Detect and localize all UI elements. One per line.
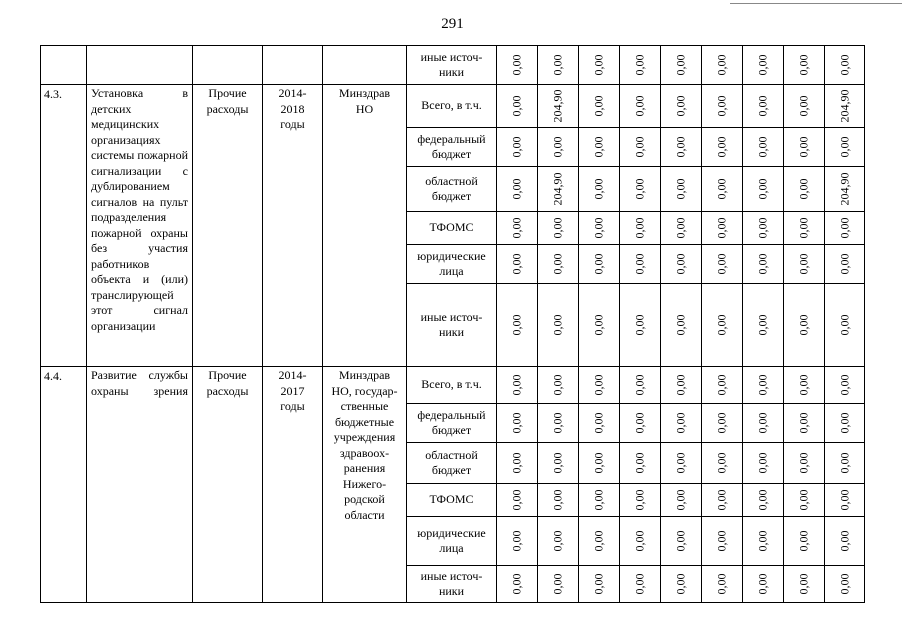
value-text: 0,00 (632, 489, 647, 511)
value-text: 0,00 (673, 95, 688, 117)
expense-type: Прочие расходы (193, 85, 263, 367)
value-cell (825, 85, 865, 128)
value-text: 0,00 (591, 573, 606, 595)
value-text: 0,00 (836, 489, 851, 511)
value-cell (661, 367, 702, 404)
source-label: федеральный бюджет (407, 404, 497, 443)
value-text: 0,00 (714, 136, 729, 158)
source-label: Всего, в т.ч. (407, 85, 497, 128)
value-cell (784, 443, 825, 484)
item-name: Установка в детских медицинских организациях системы пожарной сигнализации с дублированием сигналов на пульт подразделения пожарной охраны без участия работников объекта и (или) транслирующей этот сигнал организации (87, 85, 193, 367)
value-cell (538, 284, 579, 367)
value-cell (743, 212, 784, 245)
value-cell (702, 212, 743, 245)
item-number: 4.4. (41, 367, 87, 603)
period: 2014- 2018 годы (263, 85, 323, 367)
expense-type: Прочие расходы (193, 367, 263, 603)
value-text: 0,00 (591, 217, 606, 239)
value-cell (497, 212, 538, 245)
value-cell (825, 245, 865, 284)
value-cell (579, 517, 620, 566)
value-text: 0,00 (509, 217, 524, 239)
value-text: 0,00 (591, 253, 606, 275)
value-text: 0,00 (714, 178, 729, 200)
source-label: ТФОМС (407, 484, 497, 517)
value-text: 0,00 (796, 489, 811, 511)
value-cell (661, 484, 702, 517)
value-cell (661, 212, 702, 245)
value-text: 0,00 (755, 178, 770, 200)
value-cell (825, 46, 865, 85)
value-cell (702, 367, 743, 404)
period: 2014- 2017 годы (263, 367, 323, 603)
value-cell (702, 167, 743, 212)
value-cell (620, 85, 661, 128)
value-text: 0,00 (673, 136, 688, 158)
value-cell (743, 443, 784, 484)
value-cell (702, 566, 743, 603)
value-text: 204,90 (550, 172, 565, 206)
value-cell (825, 284, 865, 367)
value-text: 0,00 (836, 217, 851, 239)
value-cell (825, 484, 865, 517)
value-text: 0,00 (509, 374, 524, 396)
value-text: 0,00 (632, 217, 647, 239)
value-text: 0,00 (755, 412, 770, 434)
value-cell (661, 517, 702, 566)
value-text: 0,00 (796, 374, 811, 396)
value-cell (661, 128, 702, 167)
value-cell (538, 367, 579, 404)
value-cell (497, 404, 538, 443)
value-text: 0,00 (796, 136, 811, 158)
value-text: 0,00 (755, 530, 770, 552)
value-text: 0,00 (796, 314, 811, 336)
value-text: 0,00 (755, 54, 770, 76)
value-text: 0,00 (550, 217, 565, 239)
value-text: 0,00 (796, 217, 811, 239)
value-cell (784, 128, 825, 167)
value-text: 0,00 (673, 253, 688, 275)
value-text: 0,00 (673, 530, 688, 552)
value-cell (579, 128, 620, 167)
value-cell (743, 85, 784, 128)
value-cell (702, 85, 743, 128)
value-text: 0,00 (755, 136, 770, 158)
value-text: 0,00 (509, 412, 524, 434)
value-cell (702, 484, 743, 517)
value-cell (743, 367, 784, 404)
value-cell (538, 212, 579, 245)
value-cell (620, 367, 661, 404)
value-cell (825, 404, 865, 443)
table-row (41, 85, 865, 128)
value-cell (579, 566, 620, 603)
value-cell (497, 128, 538, 167)
value-text: 0,00 (509, 489, 524, 511)
value-text: 0,00 (714, 573, 729, 595)
value-text: 0,00 (714, 253, 729, 275)
value-text: 0,00 (632, 253, 647, 275)
value-cell (497, 46, 538, 85)
value-text: 0,00 (755, 489, 770, 511)
source-label: федеральный бюджет (407, 128, 497, 167)
value-cell (661, 85, 702, 128)
value-cell (784, 367, 825, 404)
source-label: областной бюджет (407, 167, 497, 212)
empty-cell (323, 46, 407, 85)
value-cell (579, 167, 620, 212)
value-cell (825, 443, 865, 484)
value-cell (825, 128, 865, 167)
value-cell (497, 484, 538, 517)
value-text: 0,00 (632, 314, 647, 336)
value-text: 0,00 (755, 95, 770, 117)
item-number: 4.3. (41, 85, 87, 367)
value-cell (620, 404, 661, 443)
value-cell (538, 167, 579, 212)
value-text: 0,00 (591, 178, 606, 200)
value-text: 0,00 (550, 530, 565, 552)
value-cell (661, 167, 702, 212)
value-cell (579, 284, 620, 367)
value-cell (579, 484, 620, 517)
value-text: 0,00 (796, 95, 811, 117)
value-cell (825, 517, 865, 566)
value-text: 0,00 (755, 374, 770, 396)
source-label: иные источ- ники (407, 284, 497, 367)
value-text: 0,00 (836, 374, 851, 396)
value-cell (538, 404, 579, 443)
value-cell (620, 46, 661, 85)
value-text: 0,00 (632, 530, 647, 552)
value-text: 0,00 (550, 489, 565, 511)
value-cell (579, 404, 620, 443)
value-text: 0,00 (673, 374, 688, 396)
value-cell (702, 517, 743, 566)
value-text: 0,00 (632, 374, 647, 396)
value-text: 0,00 (836, 573, 851, 595)
source-label: юридические лица (407, 517, 497, 566)
value-text: 0,00 (591, 412, 606, 434)
value-text: 0,00 (509, 452, 524, 474)
value-cell (702, 245, 743, 284)
value-cell (743, 404, 784, 443)
value-text: 0,00 (550, 54, 565, 76)
value-cell (702, 443, 743, 484)
value-cell (538, 566, 579, 603)
empty-cell (87, 46, 193, 85)
value-cell (784, 284, 825, 367)
value-text: 0,00 (673, 412, 688, 434)
value-cell (497, 517, 538, 566)
value-cell (620, 128, 661, 167)
value-text: 0,00 (591, 452, 606, 474)
value-cell (702, 128, 743, 167)
value-cell (784, 167, 825, 212)
value-text: 0,00 (836, 452, 851, 474)
source-label: иные источ- ники (407, 46, 497, 85)
value-text: 0,00 (796, 573, 811, 595)
value-cell (579, 46, 620, 85)
value-text: 0,00 (755, 573, 770, 595)
value-text: 0,00 (509, 178, 524, 200)
value-cell (784, 85, 825, 128)
value-cell (661, 46, 702, 85)
item-name: Развитие службы охраны зрения (87, 367, 193, 603)
value-text: 0,00 (509, 530, 524, 552)
value-text: 0,00 (509, 253, 524, 275)
value-cell (538, 128, 579, 167)
value-cell (825, 367, 865, 404)
value-text: 0,00 (632, 412, 647, 434)
value-cell (620, 566, 661, 603)
value-text: 0,00 (591, 54, 606, 76)
value-cell (661, 245, 702, 284)
value-text: 0,00 (755, 452, 770, 474)
value-text: 0,00 (509, 314, 524, 336)
executor: Минздрав НО (323, 85, 407, 367)
value-text: 0,00 (550, 412, 565, 434)
value-text: 0,00 (673, 54, 688, 76)
empty-cell (263, 46, 323, 85)
source-label: Всего, в т.ч. (407, 367, 497, 404)
value-text: 0,00 (796, 530, 811, 552)
value-text: 0,00 (509, 136, 524, 158)
value-text: 204,90 (836, 89, 851, 123)
value-text: 0,00 (796, 452, 811, 474)
value-text: 0,00 (714, 374, 729, 396)
value-cell (784, 212, 825, 245)
value-cell (538, 484, 579, 517)
value-text: 0,00 (836, 136, 851, 158)
value-cell (497, 284, 538, 367)
value-text: 0,00 (509, 95, 524, 117)
value-text: 0,00 (836, 530, 851, 552)
empty-cell (41, 46, 87, 85)
value-text: 0,00 (755, 314, 770, 336)
value-text: 0,00 (632, 178, 647, 200)
value-text: 0,00 (509, 54, 524, 76)
empty-cell (193, 46, 263, 85)
value-text: 0,00 (836, 412, 851, 434)
value-text: 0,00 (755, 217, 770, 239)
value-text: 0,00 (673, 573, 688, 595)
value-cell (538, 245, 579, 284)
value-text: 0,00 (550, 314, 565, 336)
program-table (40, 45, 865, 603)
value-cell (579, 367, 620, 404)
table-row (41, 46, 865, 85)
value-cell (784, 46, 825, 85)
source-label: областной бюджет (407, 443, 497, 484)
value-text: 204,90 (836, 172, 851, 206)
value-cell (661, 443, 702, 484)
value-text: 0,00 (591, 136, 606, 158)
value-cell (743, 46, 784, 85)
value-text: 0,00 (836, 253, 851, 275)
value-text: 0,00 (632, 54, 647, 76)
value-cell (784, 484, 825, 517)
value-text: 0,00 (714, 489, 729, 511)
value-text: 0,00 (591, 95, 606, 117)
source-label: юридические лица (407, 245, 497, 284)
value-text: 0,00 (673, 452, 688, 474)
value-text: 0,00 (714, 452, 729, 474)
value-text: 0,00 (714, 314, 729, 336)
value-text: 0,00 (591, 314, 606, 336)
value-cell (661, 284, 702, 367)
value-cell (579, 85, 620, 128)
value-cell (579, 212, 620, 245)
value-text: 204,90 (550, 89, 565, 123)
value-cell (579, 443, 620, 484)
page-number: 291 (441, 16, 464, 32)
value-cell (538, 85, 579, 128)
value-cell (743, 517, 784, 566)
value-text: 0,00 (796, 54, 811, 76)
top-rule (730, 3, 902, 4)
value-cell (784, 404, 825, 443)
value-text: 0,00 (550, 253, 565, 275)
value-cell (538, 46, 579, 85)
value-cell (620, 284, 661, 367)
value-cell (702, 404, 743, 443)
value-text: 0,00 (632, 95, 647, 117)
source-label: иные источ- ники (407, 566, 497, 603)
executor: Минздрав НО, государ- ственные бюджетные учреждения здравоох- ранения Нижего- родской области (323, 367, 407, 603)
value-text: 0,00 (714, 412, 729, 434)
value-cell (497, 443, 538, 484)
value-cell (825, 167, 865, 212)
value-text: 0,00 (550, 374, 565, 396)
value-cell (784, 517, 825, 566)
value-cell (579, 245, 620, 284)
value-text: 0,00 (550, 136, 565, 158)
value-cell (620, 167, 661, 212)
value-cell (497, 566, 538, 603)
value-cell (743, 566, 784, 603)
value-cell (784, 245, 825, 284)
value-cell (825, 566, 865, 603)
value-cell (497, 245, 538, 284)
value-text: 0,00 (632, 573, 647, 595)
value-text: 0,00 (632, 452, 647, 474)
value-cell (661, 566, 702, 603)
value-cell (743, 245, 784, 284)
value-cell (497, 167, 538, 212)
value-cell (661, 404, 702, 443)
value-text: 0,00 (836, 54, 851, 76)
value-text: 0,00 (796, 412, 811, 434)
value-text: 0,00 (714, 530, 729, 552)
value-cell (702, 284, 743, 367)
value-text: 0,00 (673, 217, 688, 239)
value-text: 0,00 (591, 489, 606, 511)
value-cell (497, 367, 538, 404)
value-cell (743, 128, 784, 167)
value-text: 0,00 (714, 217, 729, 239)
value-text: 0,00 (755, 253, 770, 275)
source-label: ТФОМС (407, 212, 497, 245)
value-text: 0,00 (673, 489, 688, 511)
value-cell (620, 212, 661, 245)
value-cell (620, 443, 661, 484)
value-cell (702, 46, 743, 85)
value-text: 0,00 (632, 136, 647, 158)
value-cell (620, 484, 661, 517)
value-cell (743, 284, 784, 367)
value-cell (538, 517, 579, 566)
value-cell (620, 517, 661, 566)
value-text: 0,00 (509, 573, 524, 595)
value-text: 0,00 (714, 95, 729, 117)
value-cell (620, 245, 661, 284)
value-text: 0,00 (714, 54, 729, 76)
value-cell (743, 167, 784, 212)
value-text: 0,00 (796, 178, 811, 200)
value-text: 0,00 (550, 452, 565, 474)
value-text: 0,00 (591, 530, 606, 552)
value-text: 0,00 (550, 573, 565, 595)
value-cell (497, 85, 538, 128)
value-text: 0,00 (796, 253, 811, 275)
value-cell (825, 212, 865, 245)
value-cell (538, 443, 579, 484)
value-text: 0,00 (591, 374, 606, 396)
value-text: 0,00 (673, 178, 688, 200)
table-row (41, 367, 865, 404)
value-text: 0,00 (836, 314, 851, 336)
value-text: 0,00 (673, 314, 688, 336)
value-cell (743, 484, 784, 517)
value-cell (784, 566, 825, 603)
